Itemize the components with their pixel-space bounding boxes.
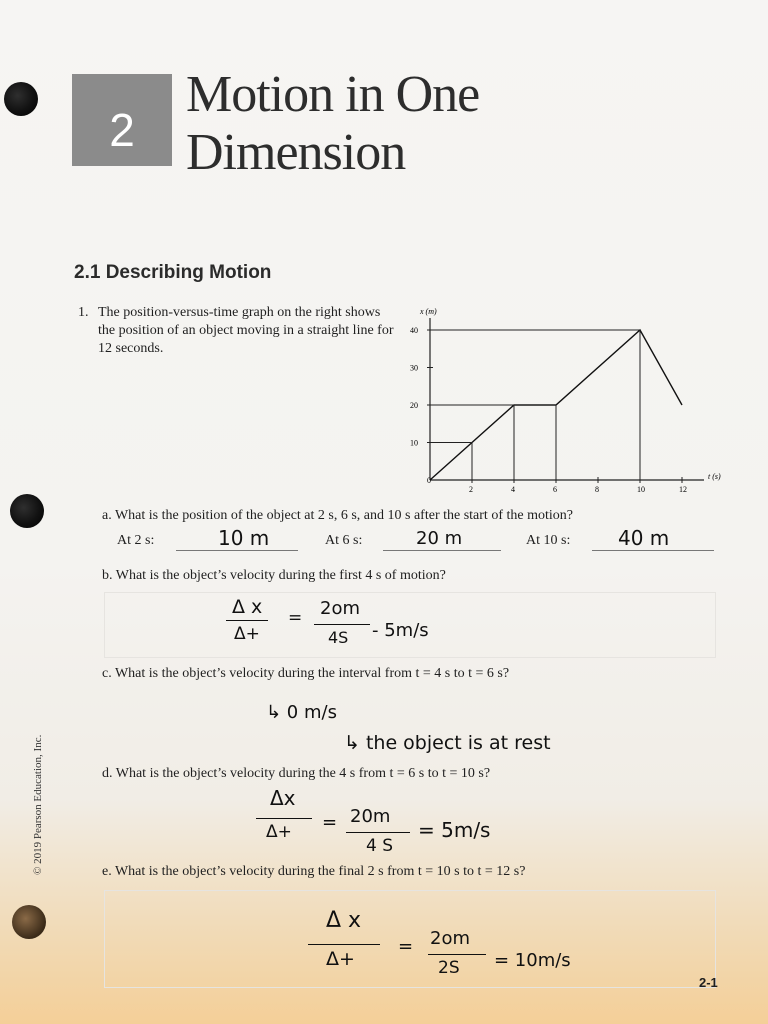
part-e-equals: = xyxy=(398,936,414,957)
chapter-title-line2: Dimension xyxy=(186,124,406,181)
answer-2s-line[interactable] xyxy=(176,550,298,551)
chapter-number: 2 xyxy=(109,104,135,156)
binder-hole-middle xyxy=(10,494,44,528)
part-e-fraction-bar-2 xyxy=(428,954,486,955)
part-d-equals: = xyxy=(322,812,338,833)
part-e-denominator: 2S xyxy=(438,958,460,978)
part-d-delta-x: Δx xyxy=(270,786,296,810)
position-time-graph xyxy=(396,300,726,500)
part-c-answer-line1: ↳ 0 m/s xyxy=(266,702,337,723)
part-b-denominator: 4S xyxy=(328,628,349,647)
x-tick-label: 4 xyxy=(511,485,515,494)
x-tick-label: 6 xyxy=(553,485,557,494)
chapter-number-box xyxy=(72,74,172,166)
part-d-question: d. What is the object’s velocity during the 4 s from t = 6 s to t = 10 s? xyxy=(102,766,491,781)
y-tick-label: 20 xyxy=(410,401,418,410)
y-axis-label: x (m) xyxy=(420,307,437,316)
part-e-result: = 10m/s xyxy=(494,950,571,971)
part-e-question: e. What is the object’s velocity during the final 2 s from t = 10 s to t = 12 s? xyxy=(102,864,526,879)
answer-2s-label: At 2 s: xyxy=(117,533,155,548)
part-b-fraction-bar-1 xyxy=(226,620,268,621)
answer-10s-label: At 10 s: xyxy=(526,533,571,548)
section-title: 2.1 Describing Motion xyxy=(74,262,272,283)
part-b-equals: = xyxy=(288,608,303,628)
answer-6s-handwriting: 20 m xyxy=(416,528,463,549)
part-e-numerator: 2om xyxy=(430,928,470,949)
binder-hole-top xyxy=(4,82,38,116)
question-text: The position-versus-time graph on the right shows the position of an object moving in a straight line for 12 seconds. xyxy=(98,305,394,356)
question-number: 1. xyxy=(78,305,89,320)
answer-2s-handwriting: 10 m xyxy=(218,526,270,550)
part-b-delta-x: Δ x xyxy=(232,596,263,618)
part-b-question: b. What is the object’s velocity during the first 4 s of motion? xyxy=(102,568,446,583)
part-b-numerator: 2om xyxy=(320,598,360,619)
y-tick-label: 30 xyxy=(410,363,418,373)
part-d-fraction-bar-2 xyxy=(346,832,410,833)
chapter-title xyxy=(186,66,479,182)
part-d-result: = 5m/s xyxy=(418,818,491,842)
part-b-result: - 5m/s xyxy=(372,620,429,641)
part-d-denominator: 4 S xyxy=(366,836,394,856)
binder-hole-bottom xyxy=(12,905,46,939)
part-e-fraction-bar-1 xyxy=(308,944,380,945)
part-c-answer-line2: ↳ the object is at rest xyxy=(344,732,551,754)
answer-6s-label: At 6 s: xyxy=(325,533,363,548)
part-d-delta-t: Δ+ xyxy=(266,822,292,842)
part-d-numerator: 20m xyxy=(350,806,391,827)
answer-10s-handwriting: 40 m xyxy=(618,526,670,550)
chapter-title-line1: Motion in One xyxy=(186,66,480,123)
part-d-fraction-bar-1 xyxy=(256,818,312,819)
x-tick-label: 10 xyxy=(637,485,645,494)
part-e-delta-t: Δ+ xyxy=(326,948,355,970)
y-tick-label: 40 xyxy=(410,326,418,335)
x-tick-label: 0 xyxy=(427,476,431,485)
x-axis-label: t (s) xyxy=(708,472,721,481)
page-number: 2-1 xyxy=(699,975,718,990)
answer-6s-line[interactable] xyxy=(383,550,501,551)
part-b-fraction-bar-2 xyxy=(314,624,370,625)
y-tick-label: 10 xyxy=(410,438,418,448)
part-b-delta-t: Δ+ xyxy=(234,624,260,644)
x-tick-label: 8 xyxy=(595,485,599,494)
part-c-question: c. What is the object’s velocity during the interval from t = 4 s to t = 6 s? xyxy=(102,666,510,681)
part-e-delta-x: Δ x xyxy=(326,908,362,933)
x-tick-label: 12 xyxy=(679,485,687,494)
part-a-question: a. What is the position of the object at 2 s, 6 s, and 10 s after the start of the motion? xyxy=(102,508,573,523)
x-tick-label: 2 xyxy=(469,485,473,494)
answer-10s-line[interactable] xyxy=(592,550,714,551)
copyright-credit: © 2019 Pearson Education, Inc. xyxy=(32,734,44,875)
